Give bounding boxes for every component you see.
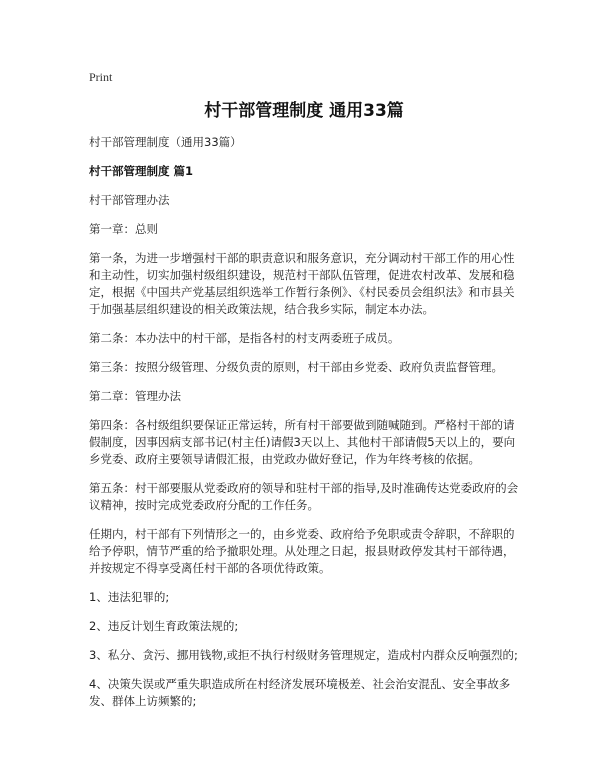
print-label[interactable]: Print (89, 70, 113, 84)
body-paragraph: 任期内，村干部有下列情形之一的，由乡党委、政府给予免职或责令辞职，不辞职的给予停职，情节严重的给予撤职处理。从处理之日起，报县财政停发其村干部待遇，并按规定不得享受离任村干部的各项优待政策。 (89, 527, 515, 575)
list-item: 1、违法犯罪的; (89, 590, 170, 604)
chapter-heading: 第二章：管理办法 (89, 389, 181, 403)
list-item: 3、私分、贪污、挪用钱物,或拒不执行村级财务管理规定，造成村内群众反响强烈的; (89, 648, 518, 662)
body-paragraph: 村干部管理办法 (89, 193, 170, 207)
article-paragraph: 第一条，为进一步增强村干部的职责意识和服务意识，充分调动村干部工作的用心性和主动性，切实加强村级组织建设，规范村干部队伍管理，促进农村改革、发展和稳定，根据《中国共产党基层组织选举工作暂行条例》、《村民委员会组织法》和市县关于加强基层组织建设的相关政策法规，结合我乡实际，制定本办法。 (89, 251, 515, 316)
article-paragraph: 第三条：按照分级管理、分级负责的原则，村干部由乡党委、政府负责监督管理。 (89, 360, 503, 374)
list-item: 4、决策失误或严重失职造成所在村经济发展环境极差、社会治安混乱、安全事故多发、群体上访频繁的; (89, 677, 511, 708)
article-paragraph: 第二条：本办法中的村干部，是指各村的村支两委班子成员。 (89, 331, 400, 345)
document-body (89, 134, 519, 722)
list-item: 2、违反计划生育政策法规的; (89, 619, 239, 633)
article-paragraph: 第五条：村干部要服从党委政府的领导和驻村干部的指导,及时准确传达党委政府的会议精神，按时完成党委政府分配的工作任务。 (89, 481, 519, 512)
subtitle-paragraph: 村干部管理制度（通用33篇） (89, 135, 242, 149)
page-title: 村干部管理制度 通用33篇 (204, 101, 404, 121)
article-paragraph: 第四条：各村级组织要保证正常运转，所有村干部要做到随喊随到。严格村干部的请假制度，因事因病支部书记(村主任)请假3天以上、其他村干部请假5天以上的，要向乡党委、政府主要领导请假汇报，由党政办做好登记，作为年终考核的依据。 (89, 418, 516, 466)
chapter-heading: 第一章：总则 (89, 222, 158, 236)
section-heading: 村干部管理制度 篇1 (89, 164, 194, 178)
